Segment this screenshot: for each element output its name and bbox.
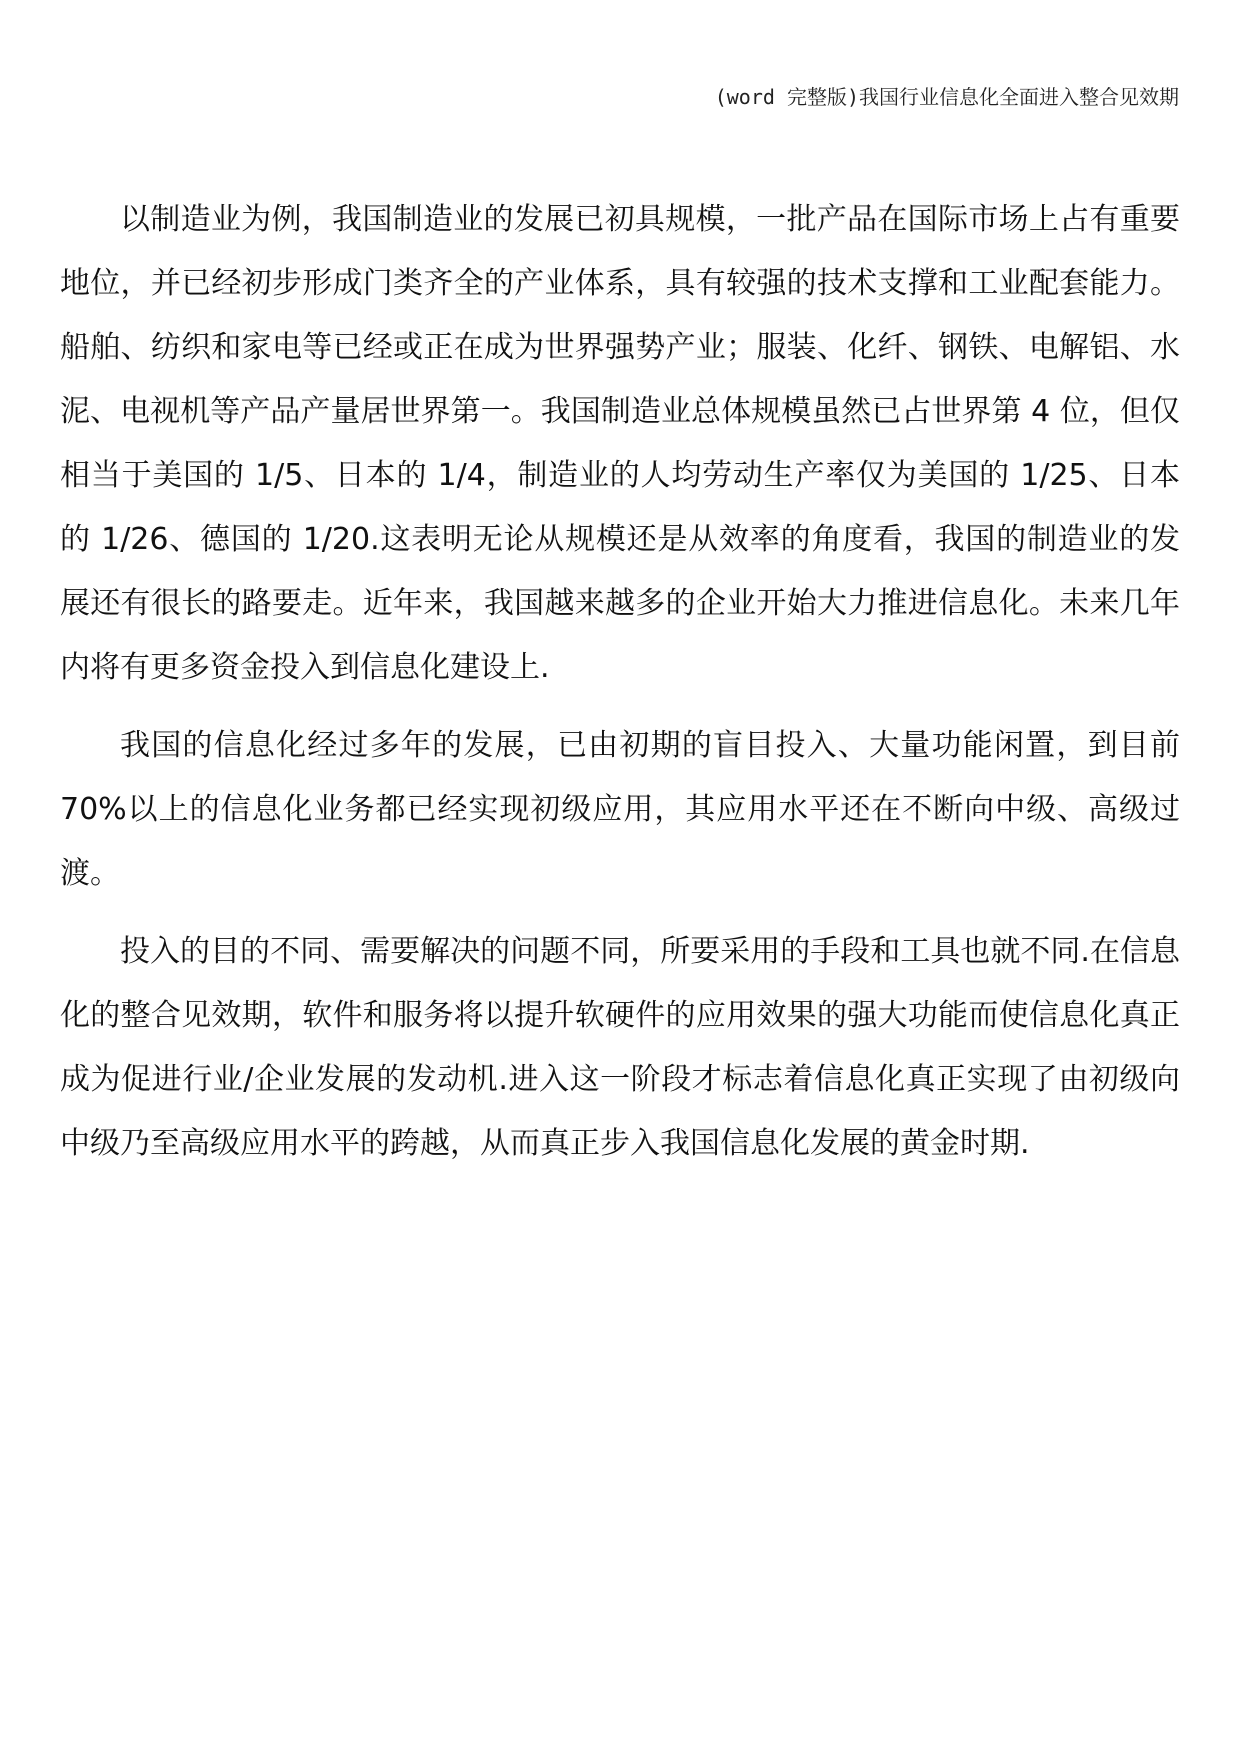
paragraph-informatization-progress: 我国的信息化经过多年的发展，已由初期的盲目投入、大量功能闲置，到目前 70%以上的信息化业务都已经实现初级应用，其应用水平还在不断向中级、高级过渡。 xyxy=(60,728,1180,891)
paragraph-manufacturing: 以制造业为例，我国制造业的发展已初具规模，一批产品在国际市场上占有重要地位，并已经初步形成门类齐全的产业体系，具有较强的技术支撑和工业配套能力。船舶、纺织和家电等已经或正在成为世界强势产业；服装、化纤、钢铁、电解铝、水泥、电视机等产品产量居世界第一。我国制造业总体规模虽然已占世界第 4 位，但仅相当于美国的 1/5、日本的 1/4，制造业的人均劳动生产率仅为美国的 1/25、日本的 1/26、德国的 1/20.这表明无论从规模还是从效率的角度看，我国的制造业的发展还有很长的路要走。近年来，我国越来越多的企业开始大力推进信息化。未来几年内将有更多资金投入到信息化建设上. xyxy=(60,202,1180,685)
paragraph-integration-period: 投入的目的不同、需要解决的问题不同，所要采用的手段和工具也就不同.在信息化的整合见效期，软件和服务将以提升软硬件的应用效果的强大功能而使信息化真正成为促进行业/企业发展的发动机.进入这一阶段才标志着信息化真正实现了由初级向中级乃至高级应用水平的跨越，从而真正步入我国信息化发展的黄金时期. xyxy=(60,934,1180,1161)
document-body xyxy=(60,188,1180,1190)
running-header: (word 完整版)我国行业信息化全面进入整合见效期 xyxy=(714,85,1179,109)
